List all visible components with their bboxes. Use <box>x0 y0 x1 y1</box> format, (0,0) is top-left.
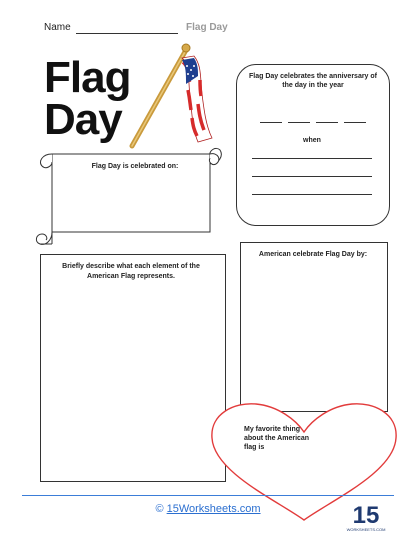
celebrate-box[interactable] <box>240 242 388 412</box>
site-link[interactable]: 15Worksheets.com <box>166 503 261 515</box>
scroll-banner[interactable] <box>28 140 224 250</box>
logo-number: 15 <box>352 502 380 529</box>
footer-divider <box>22 495 394 496</box>
year-blank-3[interactable] <box>316 122 338 123</box>
when-label: when <box>303 137 321 144</box>
name-line[interactable] <box>76 33 178 34</box>
title-line-2: Day <box>44 95 122 144</box>
name-label: Name <box>44 22 71 33</box>
title-line-1: Flag <box>44 53 131 102</box>
when-line-2[interactable] <box>252 176 372 177</box>
anniversary-prompt: Flag Day celebrates the anniversary of the day in the year <box>249 73 377 90</box>
describe-box[interactable] <box>40 254 226 482</box>
year-blank-1[interactable] <box>260 122 282 123</box>
describe-prompt: Briefly describe what each element of the American Flag represents. <box>62 263 200 280</box>
heart-prompt: My favorite thing about the American flag is <box>244 426 310 452</box>
15worksheets-logo-icon <box>346 500 386 534</box>
year-blank-2[interactable] <box>288 122 310 123</box>
celebrated-on-prompt: Flag Day is celebrated on: <box>91 163 179 170</box>
when-line-3[interactable] <box>252 194 372 195</box>
celebrate-prompt: American celebrate Flag Day by: <box>258 251 368 258</box>
year-blank-4[interactable] <box>344 122 366 123</box>
worksheet-subject: Flag Day <box>186 22 228 33</box>
logo-brand: WORKSHEETS.COM <box>346 527 386 532</box>
american-flag-icon <box>118 40 222 150</box>
copyright-symbol: © <box>155 503 164 515</box>
when-line-1[interactable] <box>252 158 372 159</box>
